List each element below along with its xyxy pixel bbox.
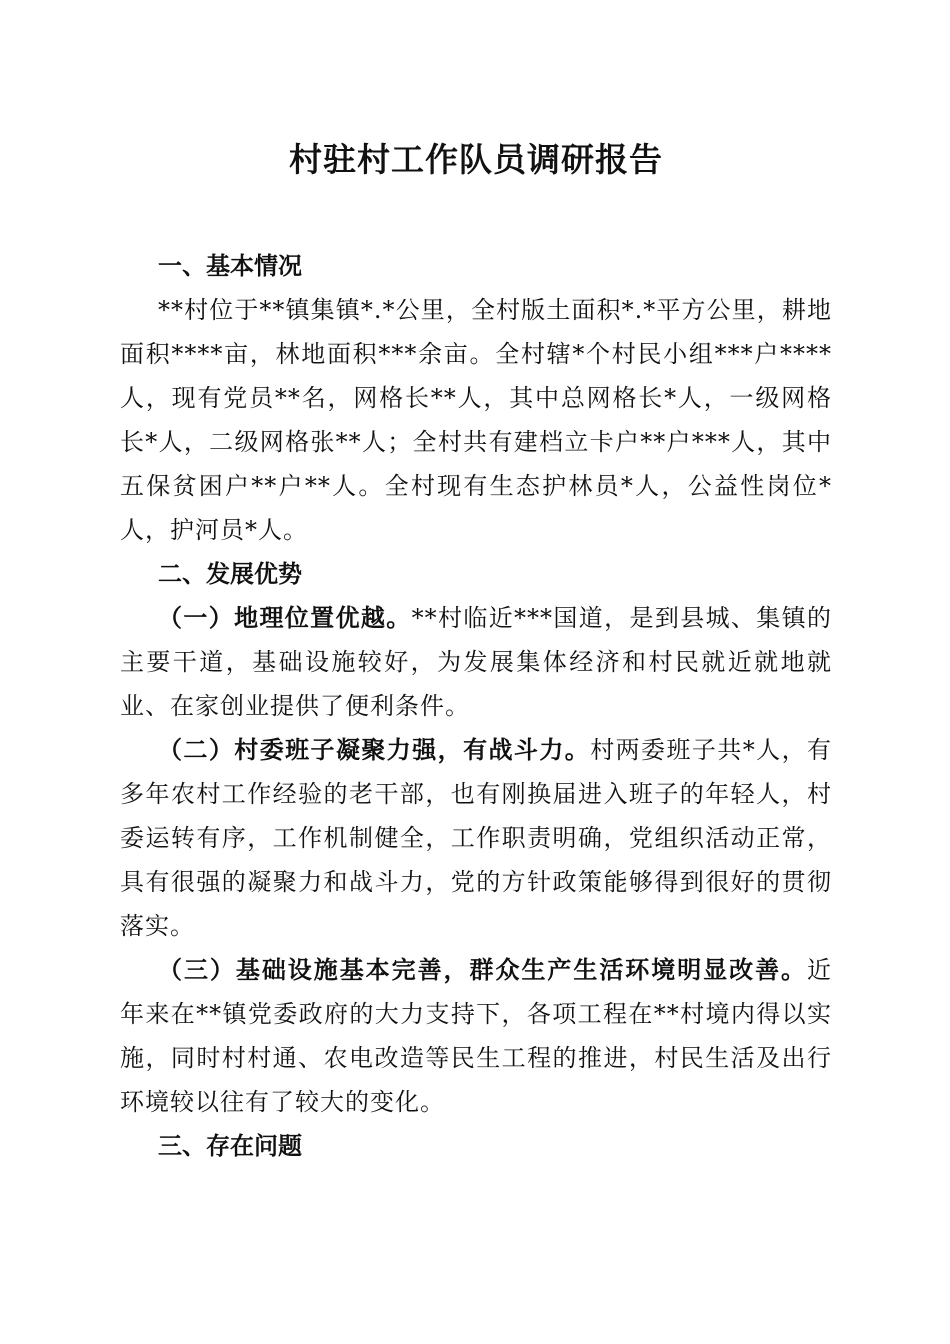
paragraph xyxy=(120,288,832,552)
paragraph xyxy=(120,948,832,1124)
paragraph-text: **村位于**镇集镇*.*公里，全村版土面积*.*平方公里，耕地面积****亩，林地面积***余亩。全村辖*个村民小组***户****人，现有党员**名，网格长**人，其中总网格长*人，一级网格长*人，二级网格张**人；全村共有建档立卡户**户***人，其中五保贫困户**户**人。全村现有生态护林员*人，公益性岗位*人，护河员*人。 xyxy=(120,296,832,544)
paragraph xyxy=(120,728,832,948)
section-existing-problems xyxy=(120,1124,832,1168)
section-development-advantages xyxy=(120,552,832,1124)
paragraph-lead: （一）地理位置优越。 xyxy=(158,604,412,632)
paragraph-text: **村临近***国道，是到县城、集镇的主要干道，基础设施较好，为发展集体经济和村民就近就地就业、在家创业提供了便利条件。 xyxy=(120,604,833,720)
paragraph-lead: （三）基础设施基本完善，群众生产生活环境明显改善。 xyxy=(158,956,807,984)
paragraph-lead: （二）村委班子凝聚力强，有战斗力。 xyxy=(158,736,591,764)
section-heading: 一、基本情况 xyxy=(158,252,302,280)
paragraph xyxy=(120,596,832,728)
section-basic-situation xyxy=(120,244,832,552)
section-heading: 三、存在问题 xyxy=(158,1132,302,1160)
document-page xyxy=(120,130,832,1168)
section-heading: 二、发展优势 xyxy=(158,560,302,588)
paragraph-text: 村两委班子共*人，有多年农村工作经验的老干部，也有刚换届进入班子的年轻人，村委运转有序，工作机制健全，工作职责明确，党组织活动正常，具有很强的凝聚力和战斗力，党的方针政策能够得到很好的贯彻落实。 xyxy=(120,736,833,940)
paragraph-text: 近年来在**镇党委政府的大力支持下，各项工程在**村境内得以实施，同时村村通、农电改造等民生工程的推进，村民生活及出行环境较以往有了较大的变化。 xyxy=(120,956,832,1116)
document-title: 村驻村工作队员调研报告 xyxy=(289,140,663,179)
